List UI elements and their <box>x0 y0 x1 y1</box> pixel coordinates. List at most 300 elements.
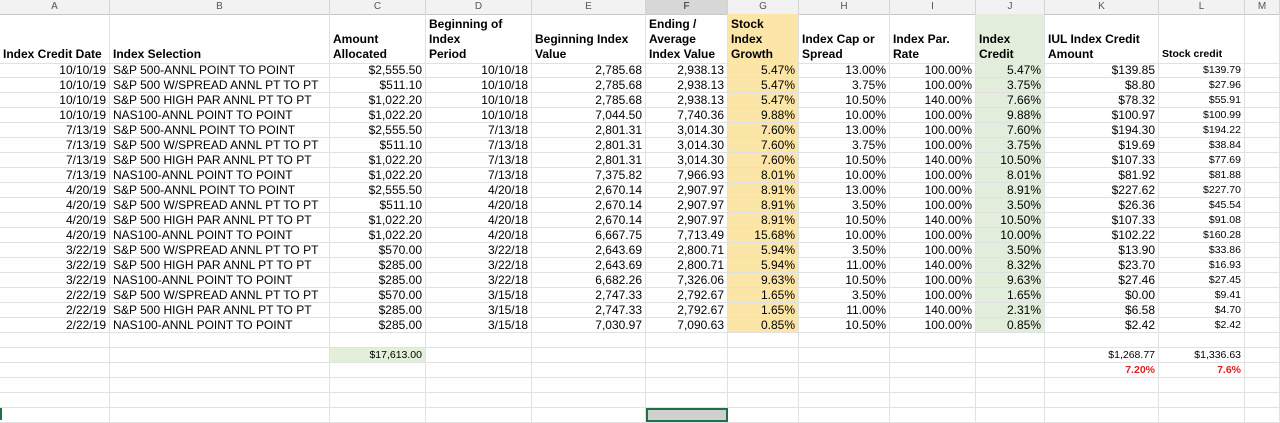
stock-credit-cell[interactable]: $55.91 <box>1159 93 1245 108</box>
empty-cell[interactable] <box>976 393 1045 408</box>
ending-index-value-cell[interactable]: 3,014.30 <box>646 123 728 138</box>
empty-cell[interactable] <box>1245 273 1280 288</box>
iul-index-credit-amount-cell[interactable]: $194.30 <box>1045 123 1159 138</box>
index-cap-or-spread-cell[interactable]: 11.00% <box>799 258 890 273</box>
amount-allocated-cell[interactable]: $1,022.20 <box>330 228 426 243</box>
index-par-rate-cell[interactable]: 140.00% <box>890 303 976 318</box>
index-credit-date-cell[interactable]: 4/20/19 <box>0 183 110 198</box>
empty-cell[interactable] <box>976 363 1045 378</box>
header-index-cap-or-spread[interactable] <box>799 14 890 64</box>
beginning-index-value-cell[interactable]: 7,030.97 <box>532 318 646 333</box>
index-cap-or-spread-cell[interactable]: 10.00% <box>799 108 890 123</box>
column-header-i[interactable]: I <box>890 0 976 14</box>
empty-cell[interactable] <box>426 348 532 363</box>
index-par-rate-cell[interactable]: 100.00% <box>890 228 976 243</box>
header-beginning-index-value[interactable] <box>532 14 646 64</box>
index-credit-cell[interactable]: 8.01% <box>976 168 1045 183</box>
empty-cell[interactable] <box>728 393 799 408</box>
empty-cell[interactable] <box>532 348 646 363</box>
header-ending-index-value[interactable] <box>646 14 728 64</box>
beginning-index-value-cell[interactable]: 2,801.31 <box>532 123 646 138</box>
ending-index-value-cell[interactable]: 2,907.97 <box>646 213 728 228</box>
ending-index-value-cell[interactable]: 3,014.30 <box>646 138 728 153</box>
total-stock-credit[interactable]: $1,336.63 <box>1159 348 1245 363</box>
beginning-of-index-period-cell[interactable]: 3/15/18 <box>426 303 532 318</box>
ending-index-value-cell[interactable]: 2,800.71 <box>646 243 728 258</box>
ending-index-value-cell[interactable]: 7,090.63 <box>646 318 728 333</box>
iul-index-credit-amount-cell[interactable]: $100.97 <box>1045 108 1159 123</box>
stock-index-growth-cell[interactable]: 8.01% <box>728 168 799 183</box>
amount-allocated-cell[interactable]: $2,555.50 <box>330 183 426 198</box>
amount-allocated-cell[interactable]: $285.00 <box>330 318 426 333</box>
index-cap-or-spread-cell[interactable]: 3.50% <box>799 288 890 303</box>
empty-cell[interactable] <box>330 363 426 378</box>
stock-credit-cell[interactable]: $33.86 <box>1159 243 1245 258</box>
index-selection-cell[interactable]: S&P 500 HIGH PAR ANNL PT TO PT <box>110 93 330 108</box>
ending-index-value-cell[interactable]: 7,740.36 <box>646 108 728 123</box>
iul-index-credit-amount-cell[interactable]: $13.90 <box>1045 243 1159 258</box>
index-credit-cell[interactable]: 3.75% <box>976 78 1045 93</box>
index-selection-cell[interactable]: S&P 500-ANNL POINT TO POINT <box>110 63 330 78</box>
beginning-index-value-cell[interactable]: 2,785.68 <box>532 93 646 108</box>
index-credit-cell[interactable]: 3.50% <box>976 198 1045 213</box>
empty-cell[interactable] <box>799 348 890 363</box>
empty-cell[interactable] <box>1245 318 1280 333</box>
index-par-rate-cell[interactable]: 100.00% <box>890 123 976 138</box>
index-cap-or-spread-cell[interactable]: 13.00% <box>799 123 890 138</box>
stock-index-growth-cell[interactable]: 8.91% <box>728 183 799 198</box>
index-selection-cell[interactable]: S&P 500 W/SPREAD ANNL PT TO PT <box>110 243 330 258</box>
index-par-rate-cell[interactable]: 140.00% <box>890 93 976 108</box>
stock-credit-cell[interactable]: $2.42 <box>1159 318 1245 333</box>
index-par-rate-cell[interactable]: 100.00% <box>890 183 976 198</box>
stock-credit-cell[interactable]: $27.45 <box>1159 273 1245 288</box>
index-cap-or-spread-cell[interactable]: 3.75% <box>799 138 890 153</box>
empty-cell[interactable] <box>1245 108 1280 123</box>
index-cap-or-spread-cell[interactable]: 10.50% <box>799 93 890 108</box>
empty-cell[interactable] <box>0 333 110 348</box>
index-cap-or-spread-cell[interactable]: 13.00% <box>799 63 890 78</box>
beginning-of-index-period-cell[interactable]: 7/13/18 <box>426 138 532 153</box>
index-selection-cell[interactable]: NAS100-ANNL POINT TO POINT <box>110 318 330 333</box>
index-credit-date-cell[interactable]: 3/22/19 <box>0 273 110 288</box>
empty-cell[interactable] <box>799 333 890 348</box>
empty-cell[interactable] <box>1245 123 1280 138</box>
stock-index-growth-cell[interactable]: 5.94% <box>728 258 799 273</box>
empty-cell[interactable] <box>1245 348 1280 363</box>
iul-index-credit-amount-cell[interactable]: $227.62 <box>1045 183 1159 198</box>
empty-cell[interactable] <box>728 333 799 348</box>
iul-index-credit-amount-cell[interactable]: $0.00 <box>1045 288 1159 303</box>
stock-index-growth-cell[interactable]: 9.88% <box>728 108 799 123</box>
index-cap-or-spread-cell[interactable]: 11.00% <box>799 303 890 318</box>
empty-cell[interactable] <box>1245 153 1280 168</box>
empty-cell[interactable] <box>426 393 532 408</box>
beginning-of-index-period-cell[interactable]: 3/22/18 <box>426 243 532 258</box>
beginning-of-index-period-cell[interactable]: 7/13/18 <box>426 123 532 138</box>
index-credit-date-cell[interactable]: 2/22/19 <box>0 288 110 303</box>
index-credit-cell[interactable]: 3.50% <box>976 243 1045 258</box>
column-header-a[interactable]: A <box>0 0 110 14</box>
index-credit-cell[interactable]: 0.85% <box>976 318 1045 333</box>
index-par-rate-cell[interactable]: 100.00% <box>890 273 976 288</box>
iul-index-credit-amount-cell[interactable]: $78.32 <box>1045 93 1159 108</box>
stock-credit-cell[interactable]: $27.96 <box>1159 78 1245 93</box>
header-index-selection[interactable] <box>110 14 330 64</box>
index-cap-or-spread-cell[interactable]: 10.00% <box>799 168 890 183</box>
empty-cell[interactable] <box>330 393 426 408</box>
header-index-credit-date[interactable] <box>0 14 110 64</box>
ending-index-value-cell[interactable]: 7,966.93 <box>646 168 728 183</box>
empty-cell[interactable] <box>426 333 532 348</box>
index-credit-date-cell[interactable]: 7/13/19 <box>0 153 110 168</box>
beginning-index-value-cell[interactable]: 6,667.75 <box>532 228 646 243</box>
beginning-index-value-cell[interactable]: 2,747.33 <box>532 303 646 318</box>
index-credit-date-cell[interactable]: 3/22/19 <box>0 243 110 258</box>
empty-cell[interactable] <box>1245 288 1280 303</box>
empty-cell[interactable] <box>646 363 728 378</box>
index-cap-or-spread-cell[interactable]: 3.50% <box>799 198 890 213</box>
index-cap-or-spread-cell[interactable]: 10.50% <box>799 153 890 168</box>
stock-index-growth-cell[interactable]: 8.91% <box>728 213 799 228</box>
beginning-index-value-cell[interactable]: 2,670.14 <box>532 198 646 213</box>
stock-index-growth-cell[interactable]: 15.68% <box>728 228 799 243</box>
index-credit-cell[interactable]: 10.50% <box>976 153 1045 168</box>
stock-index-growth-cell[interactable]: 7.60% <box>728 153 799 168</box>
empty-cell[interactable] <box>1245 93 1280 108</box>
stock-index-growth-cell[interactable]: 1.65% <box>728 288 799 303</box>
index-credit-date-cell[interactable]: 7/13/19 <box>0 123 110 138</box>
ending-index-value-cell[interactable]: 2,907.97 <box>646 198 728 213</box>
amount-allocated-cell[interactable]: $285.00 <box>330 303 426 318</box>
empty-cell[interactable] <box>799 378 890 393</box>
index-par-rate-cell[interactable]: 100.00% <box>890 243 976 258</box>
empty-cell[interactable] <box>1159 393 1245 408</box>
beginning-index-value-cell[interactable]: 2,747.33 <box>532 288 646 303</box>
ending-index-value-cell[interactable]: 2,938.13 <box>646 63 728 78</box>
ending-index-value-cell[interactable]: 3,014.30 <box>646 153 728 168</box>
amount-allocated-cell[interactable]: $1,022.20 <box>330 108 426 123</box>
column-header-h[interactable]: H <box>799 0 890 14</box>
index-cap-or-spread-cell[interactable]: 13.00% <box>799 183 890 198</box>
empty-cell[interactable] <box>646 348 728 363</box>
empty-cell[interactable] <box>1045 333 1159 348</box>
index-credit-cell[interactable]: 9.63% <box>976 273 1045 288</box>
empty-cell[interactable] <box>1159 333 1245 348</box>
index-credit-date-cell[interactable]: 2/22/19 <box>0 303 110 318</box>
beginning-index-value-cell[interactable]: 2,785.68 <box>532 63 646 78</box>
empty-cell[interactable] <box>1245 228 1280 243</box>
ending-index-value-cell[interactable]: 2,938.13 <box>646 93 728 108</box>
index-credit-cell[interactable]: 3.75% <box>976 138 1045 153</box>
header-index-credit[interactable] <box>976 14 1045 64</box>
ending-index-value-cell[interactable]: 2,792.67 <box>646 303 728 318</box>
index-par-rate-cell[interactable]: 140.00% <box>890 258 976 273</box>
beginning-index-value-cell[interactable]: 2,643.69 <box>532 258 646 273</box>
empty-cell[interactable] <box>1245 138 1280 153</box>
index-credit-date-cell[interactable]: 4/20/19 <box>0 213 110 228</box>
empty-cell[interactable] <box>1045 378 1159 393</box>
empty-cell[interactable] <box>1245 243 1280 258</box>
beginning-of-index-period-cell[interactable]: 3/15/18 <box>426 318 532 333</box>
stock-credit-cell[interactable]: $45.54 <box>1159 198 1245 213</box>
empty-cell[interactable] <box>976 348 1045 363</box>
iul-index-credit-amount-cell[interactable]: $23.70 <box>1045 258 1159 273</box>
beginning-of-index-period-cell[interactable]: 3/22/18 <box>426 258 532 273</box>
stock-percent[interactable]: 7.6% <box>1159 363 1245 378</box>
index-credit-date-cell[interactable]: 10/10/19 <box>0 93 110 108</box>
index-par-rate-cell[interactable]: 100.00% <box>890 108 976 123</box>
iul-index-credit-amount-cell[interactable]: $107.33 <box>1045 153 1159 168</box>
amount-allocated-cell[interactable]: $511.10 <box>330 78 426 93</box>
empty-cell[interactable] <box>646 393 728 408</box>
stock-index-growth-cell[interactable]: 1.65% <box>728 303 799 318</box>
amount-allocated-cell[interactable]: $285.00 <box>330 273 426 288</box>
column-header-g[interactable]: G <box>728 0 799 14</box>
empty-cell[interactable] <box>890 378 976 393</box>
beginning-of-index-period-cell[interactable]: 4/20/18 <box>426 183 532 198</box>
selected-cell[interactable] <box>646 408 728 422</box>
index-selection-cell[interactable]: S&P 500-ANNL POINT TO POINT <box>110 123 330 138</box>
empty-cell[interactable] <box>1245 363 1280 378</box>
amount-allocated-cell[interactable]: $1,022.20 <box>330 168 426 183</box>
header-empty[interactable] <box>1245 14 1280 64</box>
index-par-rate-cell[interactable]: 100.00% <box>890 78 976 93</box>
stock-credit-cell[interactable]: $38.84 <box>1159 138 1245 153</box>
empty-cell[interactable] <box>0 378 110 393</box>
header-stock-index-growth[interactable] <box>728 14 799 64</box>
ending-index-value-cell[interactable]: 7,713.49 <box>646 228 728 243</box>
empty-cell[interactable] <box>1159 378 1245 393</box>
column-header-c[interactable]: C <box>330 0 426 14</box>
ending-index-value-cell[interactable]: 2,938.13 <box>646 78 728 93</box>
empty-cell[interactable] <box>0 363 110 378</box>
stock-credit-cell[interactable]: $81.88 <box>1159 168 1245 183</box>
index-credit-cell[interactable]: 10.00% <box>976 228 1045 243</box>
index-par-rate-cell[interactable]: 100.00% <box>890 138 976 153</box>
column-header-l[interactable]: L <box>1159 0 1245 14</box>
iul-percent[interactable]: 7.20% <box>1045 363 1159 378</box>
empty-cell[interactable] <box>799 393 890 408</box>
iul-index-credit-amount-cell[interactable]: $19.69 <box>1045 138 1159 153</box>
empty-cell[interactable] <box>646 333 728 348</box>
index-selection-cell[interactable]: S&P 500-ANNL POINT TO POINT <box>110 183 330 198</box>
index-selection-cell[interactable]: NAS100-ANNL POINT TO POINT <box>110 168 330 183</box>
index-credit-cell[interactable]: 10.50% <box>976 213 1045 228</box>
stock-index-growth-cell[interactable]: 8.91% <box>728 198 799 213</box>
iul-index-credit-amount-cell[interactable]: $107.33 <box>1045 213 1159 228</box>
empty-cell[interactable] <box>110 333 330 348</box>
beginning-of-index-period-cell[interactable]: 7/13/18 <box>426 168 532 183</box>
column-header-f[interactable]: F <box>646 0 728 14</box>
beginning-of-index-period-cell[interactable]: 4/20/18 <box>426 198 532 213</box>
index-selection-cell[interactable]: S&P 500 HIGH PAR ANNL PT TO PT <box>110 258 330 273</box>
empty-cell[interactable] <box>426 363 532 378</box>
index-par-rate-cell[interactable]: 100.00% <box>890 63 976 78</box>
stock-credit-cell[interactable]: $194.22 <box>1159 123 1245 138</box>
stock-credit-cell[interactable]: $4.70 <box>1159 303 1245 318</box>
index-credit-cell[interactable]: 8.91% <box>976 183 1045 198</box>
empty-cell[interactable] <box>646 378 728 393</box>
index-selection-cell[interactable]: S&P 500 W/SPREAD ANNL PT TO PT <box>110 78 330 93</box>
stock-index-growth-cell[interactable]: 5.94% <box>728 243 799 258</box>
stock-credit-cell[interactable]: $160.28 <box>1159 228 1245 243</box>
iul-index-credit-amount-cell[interactable]: $8.80 <box>1045 78 1159 93</box>
beginning-index-value-cell[interactable]: 2,785.68 <box>532 78 646 93</box>
index-selection-cell[interactable]: S&P 500 W/SPREAD ANNL PT TO PT <box>110 198 330 213</box>
empty-cell[interactable] <box>532 378 646 393</box>
amount-allocated-cell[interactable]: $2,555.50 <box>330 123 426 138</box>
beginning-of-index-period-cell[interactable]: 10/10/18 <box>426 108 532 123</box>
stock-index-growth-cell[interactable]: 5.47% <box>728 78 799 93</box>
amount-allocated-cell[interactable]: $570.00 <box>330 243 426 258</box>
stock-credit-cell[interactable]: $100.99 <box>1159 108 1245 123</box>
index-credit-date-cell[interactable]: 7/13/19 <box>0 168 110 183</box>
amount-allocated-cell[interactable]: $285.00 <box>330 258 426 273</box>
index-credit-date-cell[interactable]: 3/22/19 <box>0 258 110 273</box>
index-credit-cell[interactable]: 2.31% <box>976 303 1045 318</box>
empty-cell[interactable] <box>0 393 110 408</box>
empty-cell[interactable] <box>330 378 426 393</box>
index-cap-or-spread-cell[interactable]: 10.00% <box>799 228 890 243</box>
index-par-rate-cell[interactable]: 100.00% <box>890 288 976 303</box>
empty-cell[interactable] <box>976 333 1045 348</box>
amount-allocated-cell[interactable]: $511.10 <box>330 138 426 153</box>
index-cap-or-spread-cell[interactable]: 10.50% <box>799 318 890 333</box>
amount-allocated-cell[interactable]: $1,022.20 <box>330 153 426 168</box>
empty-cell[interactable] <box>532 333 646 348</box>
beginning-of-index-period-cell[interactable]: 4/20/18 <box>426 228 532 243</box>
index-credit-cell[interactable]: 7.60% <box>976 123 1045 138</box>
beginning-of-index-period-cell[interactable]: 10/10/18 <box>426 78 532 93</box>
empty-cell[interactable] <box>976 378 1045 393</box>
stock-index-growth-cell[interactable]: 7.60% <box>728 123 799 138</box>
index-selection-cell[interactable]: S&P 500 W/SPREAD ANNL PT TO PT <box>110 138 330 153</box>
stock-credit-cell[interactable]: $9.41 <box>1159 288 1245 303</box>
empty-cell[interactable] <box>110 348 330 363</box>
stock-index-growth-cell[interactable]: 5.47% <box>728 63 799 78</box>
index-credit-cell[interactable]: 9.88% <box>976 108 1045 123</box>
index-cap-or-spread-cell[interactable]: 3.75% <box>799 78 890 93</box>
stock-credit-cell[interactable]: $139.79 <box>1159 63 1245 78</box>
index-cap-or-spread-cell[interactable]: 3.50% <box>799 243 890 258</box>
index-selection-cell[interactable]: S&P 500 HIGH PAR ANNL PT TO PT <box>110 153 330 168</box>
beginning-index-value-cell[interactable]: 2,670.14 <box>532 183 646 198</box>
index-credit-date-cell[interactable]: 10/10/19 <box>0 78 110 93</box>
empty-cell[interactable] <box>1245 78 1280 93</box>
index-credit-cell[interactable]: 8.32% <box>976 258 1045 273</box>
index-par-rate-cell[interactable]: 140.00% <box>890 153 976 168</box>
amount-allocated-cell[interactable]: $511.10 <box>330 198 426 213</box>
header-iul-index-credit-amount[interactable] <box>1045 14 1159 64</box>
index-selection-cell[interactable]: S&P 500 W/SPREAD ANNL PT TO PT <box>110 288 330 303</box>
empty-cell[interactable] <box>110 363 330 378</box>
ending-index-value-cell[interactable]: 2,907.97 <box>646 183 728 198</box>
index-credit-cell[interactable]: 7.66% <box>976 93 1045 108</box>
beginning-index-value-cell[interactable]: 7,044.50 <box>532 108 646 123</box>
empty-cell[interactable] <box>1245 303 1280 318</box>
index-par-rate-cell[interactable]: 100.00% <box>890 168 976 183</box>
empty-cell[interactable] <box>426 378 532 393</box>
index-credit-cell[interactable]: 1.65% <box>976 288 1045 303</box>
index-selection-cell[interactable]: NAS100-ANNL POINT TO POINT <box>110 228 330 243</box>
iul-index-credit-amount-cell[interactable]: $27.46 <box>1045 273 1159 288</box>
iul-index-credit-amount-cell[interactable]: $102.22 <box>1045 228 1159 243</box>
iul-index-credit-amount-cell[interactable]: $81.92 <box>1045 168 1159 183</box>
index-cap-or-spread-cell[interactable]: 10.50% <box>799 213 890 228</box>
index-credit-date-cell[interactable]: 10/10/19 <box>0 63 110 78</box>
empty-cell[interactable] <box>110 378 330 393</box>
beginning-index-value-cell[interactable]: 2,643.69 <box>532 243 646 258</box>
empty-cell[interactable] <box>1245 393 1280 408</box>
empty-cell[interactable] <box>1245 168 1280 183</box>
index-cap-or-spread-cell[interactable]: 10.50% <box>799 273 890 288</box>
index-credit-date-cell[interactable]: 7/13/19 <box>0 138 110 153</box>
empty-cell[interactable] <box>728 348 799 363</box>
beginning-of-index-period-cell[interactable]: 7/13/18 <box>426 153 532 168</box>
empty-cell[interactable] <box>890 333 976 348</box>
beginning-of-index-period-cell[interactable]: 4/20/18 <box>426 213 532 228</box>
beginning-index-value-cell[interactable]: 2,801.31 <box>532 138 646 153</box>
ending-index-value-cell[interactable]: 2,792.67 <box>646 288 728 303</box>
amount-allocated-cell[interactable]: $1,022.20 <box>330 93 426 108</box>
empty-cell[interactable] <box>1245 198 1280 213</box>
index-par-rate-cell[interactable]: 100.00% <box>890 198 976 213</box>
empty-cell[interactable] <box>890 363 976 378</box>
index-par-rate-cell[interactable]: 100.00% <box>890 318 976 333</box>
iul-index-credit-amount-cell[interactable]: $6.58 <box>1045 303 1159 318</box>
empty-cell[interactable] <box>728 363 799 378</box>
column-header-d[interactable]: D <box>426 0 532 14</box>
empty-cell[interactable] <box>890 393 976 408</box>
header-stock-credit[interactable] <box>1159 14 1245 64</box>
empty-cell[interactable] <box>1245 213 1280 228</box>
stock-index-growth-cell[interactable]: 9.63% <box>728 273 799 288</box>
empty-cell[interactable] <box>0 348 110 363</box>
header-amount-allocated[interactable] <box>330 14 426 64</box>
column-header-k[interactable]: K <box>1045 0 1159 14</box>
ending-index-value-cell[interactable]: 7,326.06 <box>646 273 728 288</box>
index-par-rate-cell[interactable]: 140.00% <box>890 213 976 228</box>
total-amount-allocated[interactable]: $17,613.00 <box>330 348 426 363</box>
index-selection-cell[interactable]: NAS100-ANNL POINT TO POINT <box>110 273 330 288</box>
stock-credit-cell[interactable]: $91.08 <box>1159 213 1245 228</box>
index-selection-cell[interactable]: NAS100-ANNL POINT TO POINT <box>110 108 330 123</box>
index-credit-cell[interactable]: 5.47% <box>976 63 1045 78</box>
empty-cell[interactable] <box>1245 333 1280 348</box>
empty-cell[interactable] <box>1245 378 1280 393</box>
empty-cell[interactable] <box>532 363 646 378</box>
beginning-of-index-period-cell[interactable]: 10/10/18 <box>426 63 532 78</box>
empty-cell[interactable] <box>110 393 330 408</box>
amount-allocated-cell[interactable]: $2,555.50 <box>330 63 426 78</box>
header-beginning-of-index-period[interactable] <box>426 14 532 64</box>
ending-index-value-cell[interactable]: 2,800.71 <box>646 258 728 273</box>
stock-credit-cell[interactable]: $77.69 <box>1159 153 1245 168</box>
iul-index-credit-amount-cell[interactable]: $139.85 <box>1045 63 1159 78</box>
empty-cell[interactable] <box>1245 63 1280 78</box>
column-header-m[interactable]: M <box>1245 0 1280 14</box>
amount-allocated-cell[interactable]: $570.00 <box>330 288 426 303</box>
empty-cell[interactable] <box>532 393 646 408</box>
index-credit-date-cell[interactable]: 10/10/19 <box>0 108 110 123</box>
column-header-e[interactable]: E <box>532 0 646 14</box>
stock-index-growth-cell[interactable]: 5.47% <box>728 93 799 108</box>
column-header-j[interactable]: J <box>976 0 1045 14</box>
beginning-of-index-period-cell[interactable]: 3/15/18 <box>426 288 532 303</box>
stock-credit-cell[interactable]: $227.70 <box>1159 183 1245 198</box>
iul-index-credit-amount-cell[interactable]: $2.42 <box>1045 318 1159 333</box>
